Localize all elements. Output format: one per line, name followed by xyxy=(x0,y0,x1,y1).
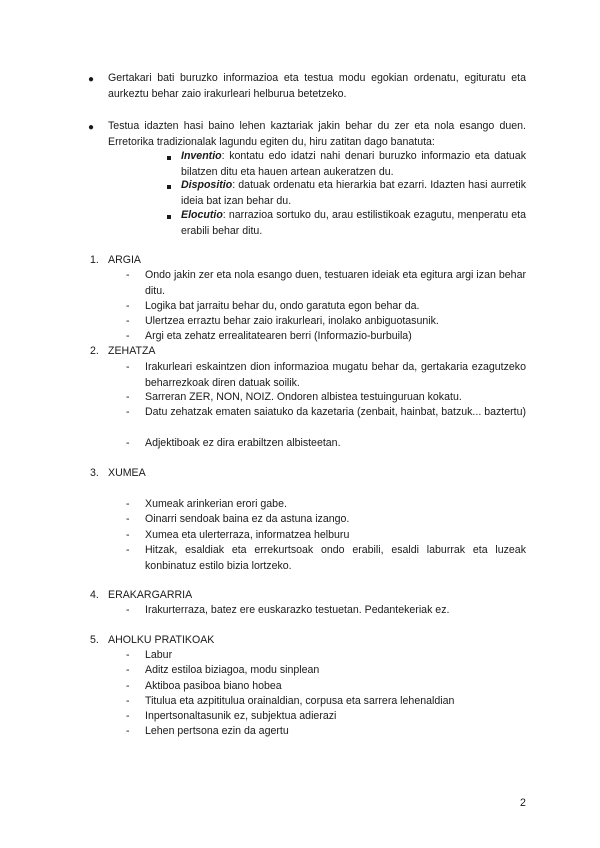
dash-bullet: - xyxy=(126,680,130,692)
section-number: 5. xyxy=(90,634,99,646)
dash-bullet: - xyxy=(126,725,130,737)
list-item: Logika bat jarraitu behar du, ondo garatuta egon behar da. xyxy=(145,300,420,312)
dash-bullet: - xyxy=(126,361,130,373)
square-bullet-icon xyxy=(167,156,171,160)
dash-bullet: - xyxy=(126,315,130,327)
dash-bullet: - xyxy=(126,300,130,312)
list-item: Labur xyxy=(145,649,173,661)
list-item: Aktiboa pasiboa biano hobea xyxy=(145,680,282,692)
dash-bullet: - xyxy=(126,664,130,676)
dash-bullet: - xyxy=(126,391,130,403)
dash-bullet: - xyxy=(126,437,130,449)
rhetoric-item-elocutio xyxy=(181,208,526,239)
list-item: Datu zehatzak ematen saiatuko da kazetaria (zenbait, hainbat, batzuk... baztertu) xyxy=(145,406,527,418)
section-number: 2. xyxy=(90,345,99,357)
section-title: XUMEA xyxy=(108,467,146,479)
bullet-icon: ● xyxy=(88,122,95,133)
bullet-icon: ● xyxy=(88,74,95,85)
list-item: Hitzak, esaldiak eta errekurtsoak ondo erabili, esaldi laburrak eta luzeak konbinatuz estilo bizia lortzeko. xyxy=(145,544,526,572)
list-item: Sarreran ZER, NON, NOIZ. Ondoren albistea testuinguruan kokatu. xyxy=(145,391,462,403)
dash-bullet: - xyxy=(126,649,130,661)
rhetoric-item-dispositio xyxy=(181,178,526,209)
rhetoric-item-inventio xyxy=(181,149,526,180)
section-number: 1. xyxy=(90,254,99,266)
list-item: Titulua eta azpititulua orainaldian, corpusa eta sarrera lehenaldian xyxy=(145,695,455,707)
dash-bullet: - xyxy=(126,513,130,525)
dash-bullet: - xyxy=(126,269,130,281)
rhetoric-term: Dispositio xyxy=(181,179,233,191)
dash-bullet: - xyxy=(126,544,130,556)
dash-bullet: - xyxy=(126,498,130,510)
list-item: Inpertsonaltasunik ez, subjektua adierazi xyxy=(145,710,337,722)
intro-paragraph-2: Testua idazten hasi baino lehen kaztariak jakin behar du zer eta nola esango duen. Erretorika tradizionalak lagundu egiten du, hiru zatitan dago banatuta: xyxy=(108,120,526,148)
square-bullet-icon xyxy=(167,185,171,189)
list-item: Irakurterraza, batez ere euskarazko testuetan. Pedantekeriak ez. xyxy=(145,604,450,616)
section-number: 4. xyxy=(90,589,99,601)
dash-bullet: - xyxy=(126,529,130,541)
list-item: Ulertzea erraztu behar zaio irakurleari, inolako anbiguotasunik. xyxy=(145,315,439,327)
list-item: Aditz estiloa biziagoa, modu sinplean xyxy=(145,664,320,676)
section-title: ARGIA xyxy=(108,254,141,266)
list-item: Irakurleari eskaintzen dion informazioa mugatu behar da, gertakaria ezagutzeko beharrezkoak diren datuak soilik. xyxy=(145,361,526,389)
rhetoric-description: : datuak ordenatu eta hierarkia bat ezarri. Idazten hasi aurretik ideia bat izan behar du. xyxy=(181,179,526,207)
list-item: Argi eta zehatz errealitatearen berri (Informazio-burbuila) xyxy=(145,330,412,342)
dash-bullet: - xyxy=(126,330,130,342)
intro-paragraph-1: Gertakari bati buruzko informazioa eta testua modu egokian ordenatu, egituratu eta aurkeztu behar zaio irakurleari helburua betetzeko. xyxy=(108,72,526,100)
list-item: Lehen pertsona ezin da agertu xyxy=(145,725,289,737)
dash-bullet: - xyxy=(126,406,130,418)
dash-bullet: - xyxy=(126,710,130,722)
list-item: Ondo jakin zer eta nola esango duen, testuaren ideiak eta egitura argi izan behar ditu. xyxy=(145,269,526,297)
dash-bullet: - xyxy=(126,604,130,616)
section-title: AHOLKU PRATIKOAK xyxy=(108,634,215,646)
section-title: ZEHATZA xyxy=(108,345,156,357)
dash-bullet: - xyxy=(126,695,130,707)
rhetoric-term: Inventio xyxy=(181,150,222,162)
rhetoric-description: : kontatu edo idatzi nahi denari buruzko informazio eta datuak bilatzen ditu eta hauen artean aukeratzen du. xyxy=(181,150,526,178)
square-bullet-icon xyxy=(167,215,171,219)
page-number: 2 xyxy=(520,797,526,809)
rhetoric-term: Elocutio xyxy=(181,209,223,221)
list-item: Oinarri sendoak baina ez da astuna izango. xyxy=(145,513,350,525)
section-number: 3. xyxy=(90,467,99,479)
rhetoric-description: : narrazioa sortuko du, arau estilistikoak ezagutu, menperatu eta erabili behar ditu. xyxy=(181,209,526,237)
list-item: Adjektiboak ez dira erabiltzen albisteetan. xyxy=(145,437,341,449)
list-item: Xumea eta ulerterraza, informatzea helburu xyxy=(145,529,350,541)
section-title: ERAKARGARRIA xyxy=(108,589,193,601)
list-item: Xumeak arinkerian erori gabe. xyxy=(145,498,287,510)
